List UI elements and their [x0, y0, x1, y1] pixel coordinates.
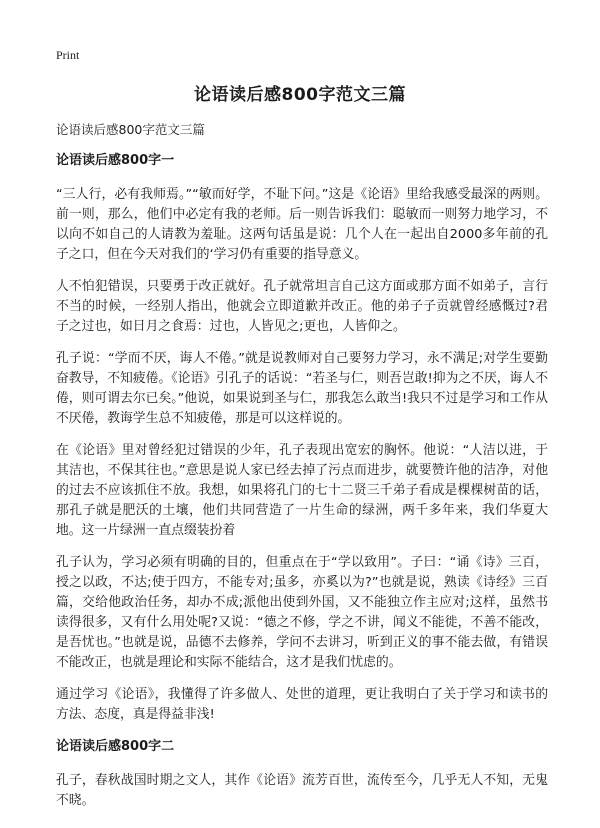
paragraph: 通过学习《论语》，我懂得了许多做人、处世的道理，更让我明白了关于学习和读书的方法、态度，真是得益非浅!	[56, 687, 548, 722]
section-heading-2: 论语读后感800字二	[56, 739, 175, 754]
paragraph: 孔子，春秋战国时期之文人，其作《论语》流芳百世，流传至今，几乎无人不知，无鬼不晓。	[56, 773, 548, 808]
paragraph: 孔子说：“学而不厌，诲人不倦。”就是说教师对自己要努力学习，永不满足;对学生要勤奋教导，不知疲倦。《论语》引孔子的话说：“若圣与仁，则吾岂敢!抑为之不厌，诲人不倦，则可谓去尔已矣。”他说，如果说到圣与仁，那我怎么敢当!我只不过是学习和工作从不厌倦，教诲学生总不知疲倦，那是可以这样说的。	[56, 351, 548, 426]
paragraph: 孔子认为，学习必须有明确的目的，但重点在于“学以致用”。子曰：“诵《诗》三百，授之以政，不达;使于四方，不能专对;虽多，亦奚以为?”也就是说，熟读《诗经》三百篇，交给他政治任务，却办不成;派他出使到外国，又不能独立作主应对;这样，虽然书读得很多，又有什么用处呢?又说：“德之不修，学之不讲，闻义不能徙，不善不能改，是吾忧也。”也就是说，品德不去修养，学问不去讲习，听到正义的事不能去做，有错误不能改正，也就是理论和实际不能结合，这才是我们忧虑的。	[56, 555, 548, 670]
paragraph: 人不怕犯错误，只要勇于改正就好。孔子就常坦言自己这方面或那方面不如弟子，言行不当的时候，一经别人指出，他就会立即道歉并改正。他的弟子子贡就曾经感慨过?君子之过也，如日月之食焉：过也，人皆见之;更也，人皆仰之。	[56, 279, 548, 334]
paragraph: “三人行，必有我师焉。”“敏而好学，不耻下问。”这是《论语》里给我感受最深的两则。前一则，那么，他们中必定有我的老师。后一则告诉我们：聪敏而一则努力地学习，不以向不如自己的人请教为羞耻。这两句话虽是说：几个人在一起出自2000多年前的孔子之口，但在今天对我们的‘学习仍有重要的指导意义。	[56, 187, 548, 262]
paragraph: 在《论语》里对曾经犯过错误的少年，孔子表现出宽宏的胸怀。他说：“人洁以进，于其洁也，不保其往也。”意思是说人家已经去掉了污点而进步，就要赞许他的洁净，对他的过去不应该抓住不放。我想，如果将孔门的七十二贤三千弟子看成是棵棵树苗的话，那孔子就是肥沃的土壤，他们共同营造了一片生命的绿洲，两千多年来，我们华夏大地。这一片绿洲一直点缀装扮着	[56, 443, 548, 538]
page-title: 论语读后感800字范文三篇	[194, 85, 406, 105]
document-subtitle: 论语读后感800字范文三篇	[56, 122, 205, 137]
print-link[interactable]: Print	[56, 48, 80, 62]
section-heading-1: 论语读后感800字一	[56, 153, 175, 168]
article-body	[56, 151, 548, 823]
